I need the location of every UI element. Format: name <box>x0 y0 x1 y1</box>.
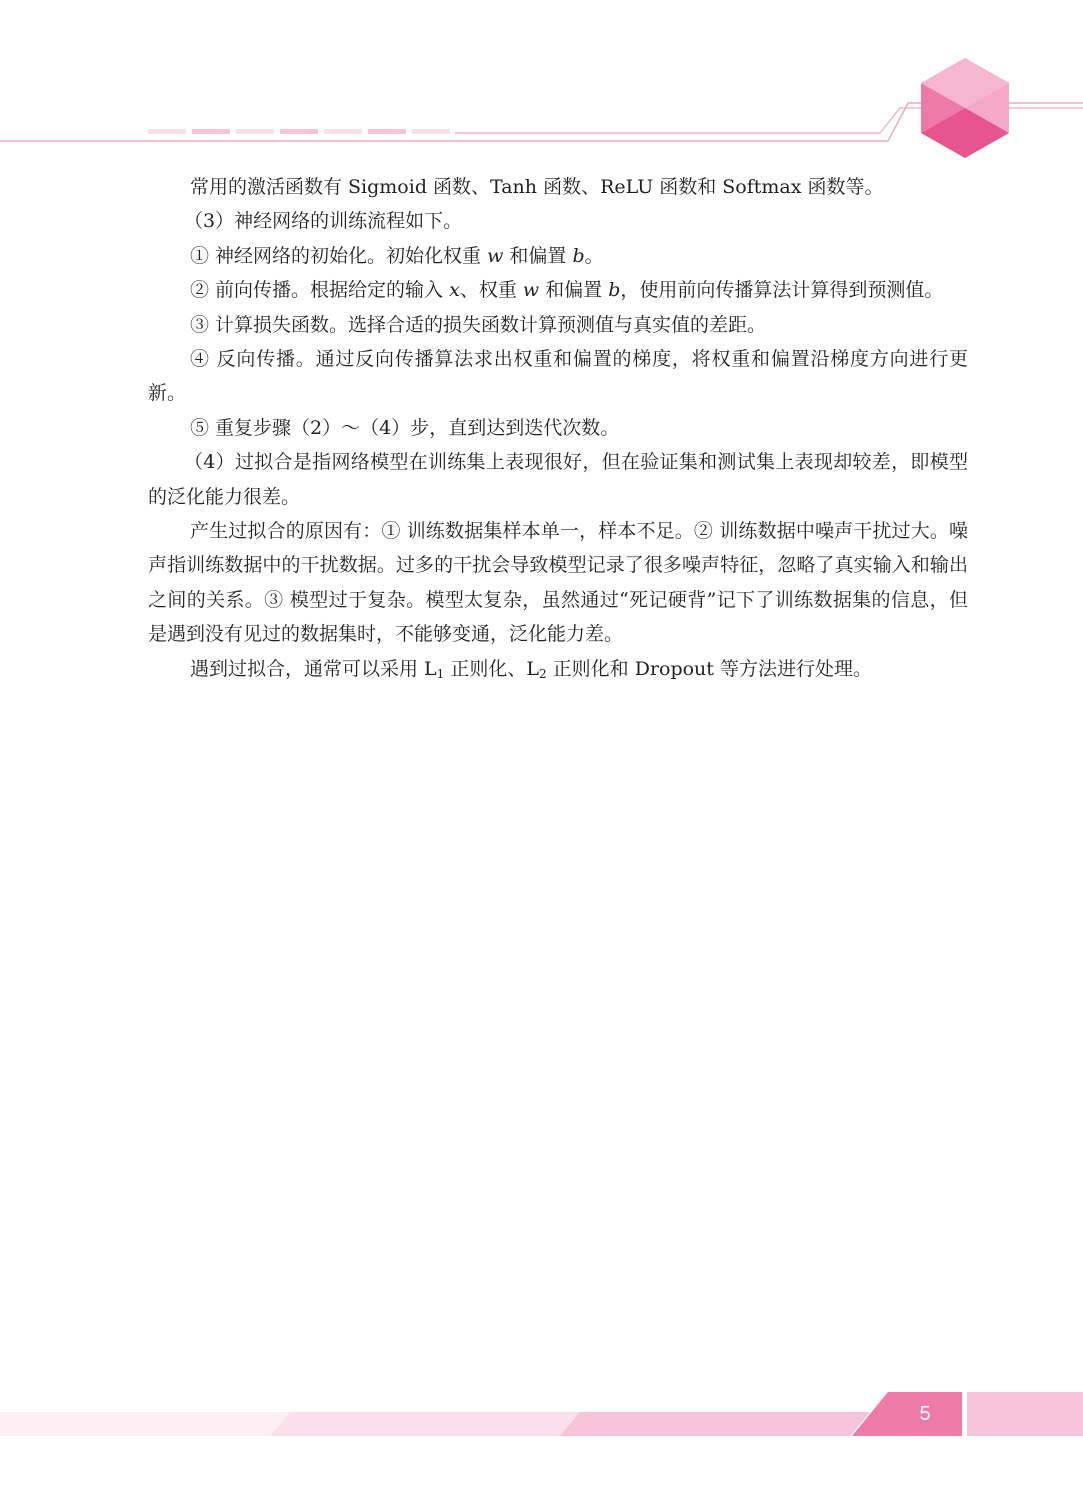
footer-band-3 <box>560 1412 870 1436</box>
paragraph-overfitting-definition: （4）过拟合是指网络模型在训练集上表现很好，但在验证集和测试集上表现却较差，即模型的泛化能力很差。 <box>148 451 968 508</box>
header-dash-segments <box>148 129 450 134</box>
paragraph-step-5: ⑤ 重复步骤（2）～（4）步，直到达到迭代次数。 <box>190 416 620 439</box>
header-decoration <box>0 0 1083 170</box>
paragraph-step-4: ④ 反向传播。通过反向传播算法求出权重和偏置的梯度，将权重和偏置沿梯度方向进行更新。 <box>148 348 968 405</box>
pink-hexagon-icon <box>921 58 1009 158</box>
paragraph-step-1: ① 神经网络的初始化。初始化权重 w 和偏置 b。 <box>190 244 604 267</box>
page-number: 5 <box>919 1403 931 1425</box>
paragraph-activation-functions: 常用的激活函数有 Sigmoid 函数、Tanh 函数、ReLU 函数和 Softmax 函数等。 <box>190 176 884 198</box>
footer-right-block <box>967 1392 1083 1436</box>
footer-band-1 <box>0 1412 290 1436</box>
paragraph-step-3: ③ 计算损失函数。选择合适的损失函数计算预测值与真实值的差距。 <box>190 313 767 336</box>
header-rule-line <box>0 103 1083 141</box>
paragraph-step-2: ② 前向传播。根据给定的输入 x、权重 w 和偏置 b，使用前向传播算法计算得到预测值。 <box>190 279 944 302</box>
paragraph-training-flow-heading: （3）神经网络的训练流程如下。 <box>184 210 463 233</box>
paragraph-overfitting-remedies: 遇到过拟合，通常可以采用 $L_1$ 正则化、$L_2$ 正则化和 Dropout 等方法进行处理。 <box>190 657 872 681</box>
paragraph-overfitting-causes: 产生过拟合的原因有：① 训练数据集样本单一，样本不足。② 训练数据中噪声干扰过大。噪声指训练数据中的干扰数据。过多的干扰会导致模型记录了很多噪声特征，忽略了真实输入和输出之间的关系。③ 模型过于复杂。模型太复杂，虽然通过“死记硬背”记下了训练数据集的信息，但是遇到没有见过的数据集时，不能够变通，泛化能力差。 <box>148 520 968 646</box>
footer-band-2 <box>270 1412 580 1436</box>
page-body <box>148 170 968 686</box>
